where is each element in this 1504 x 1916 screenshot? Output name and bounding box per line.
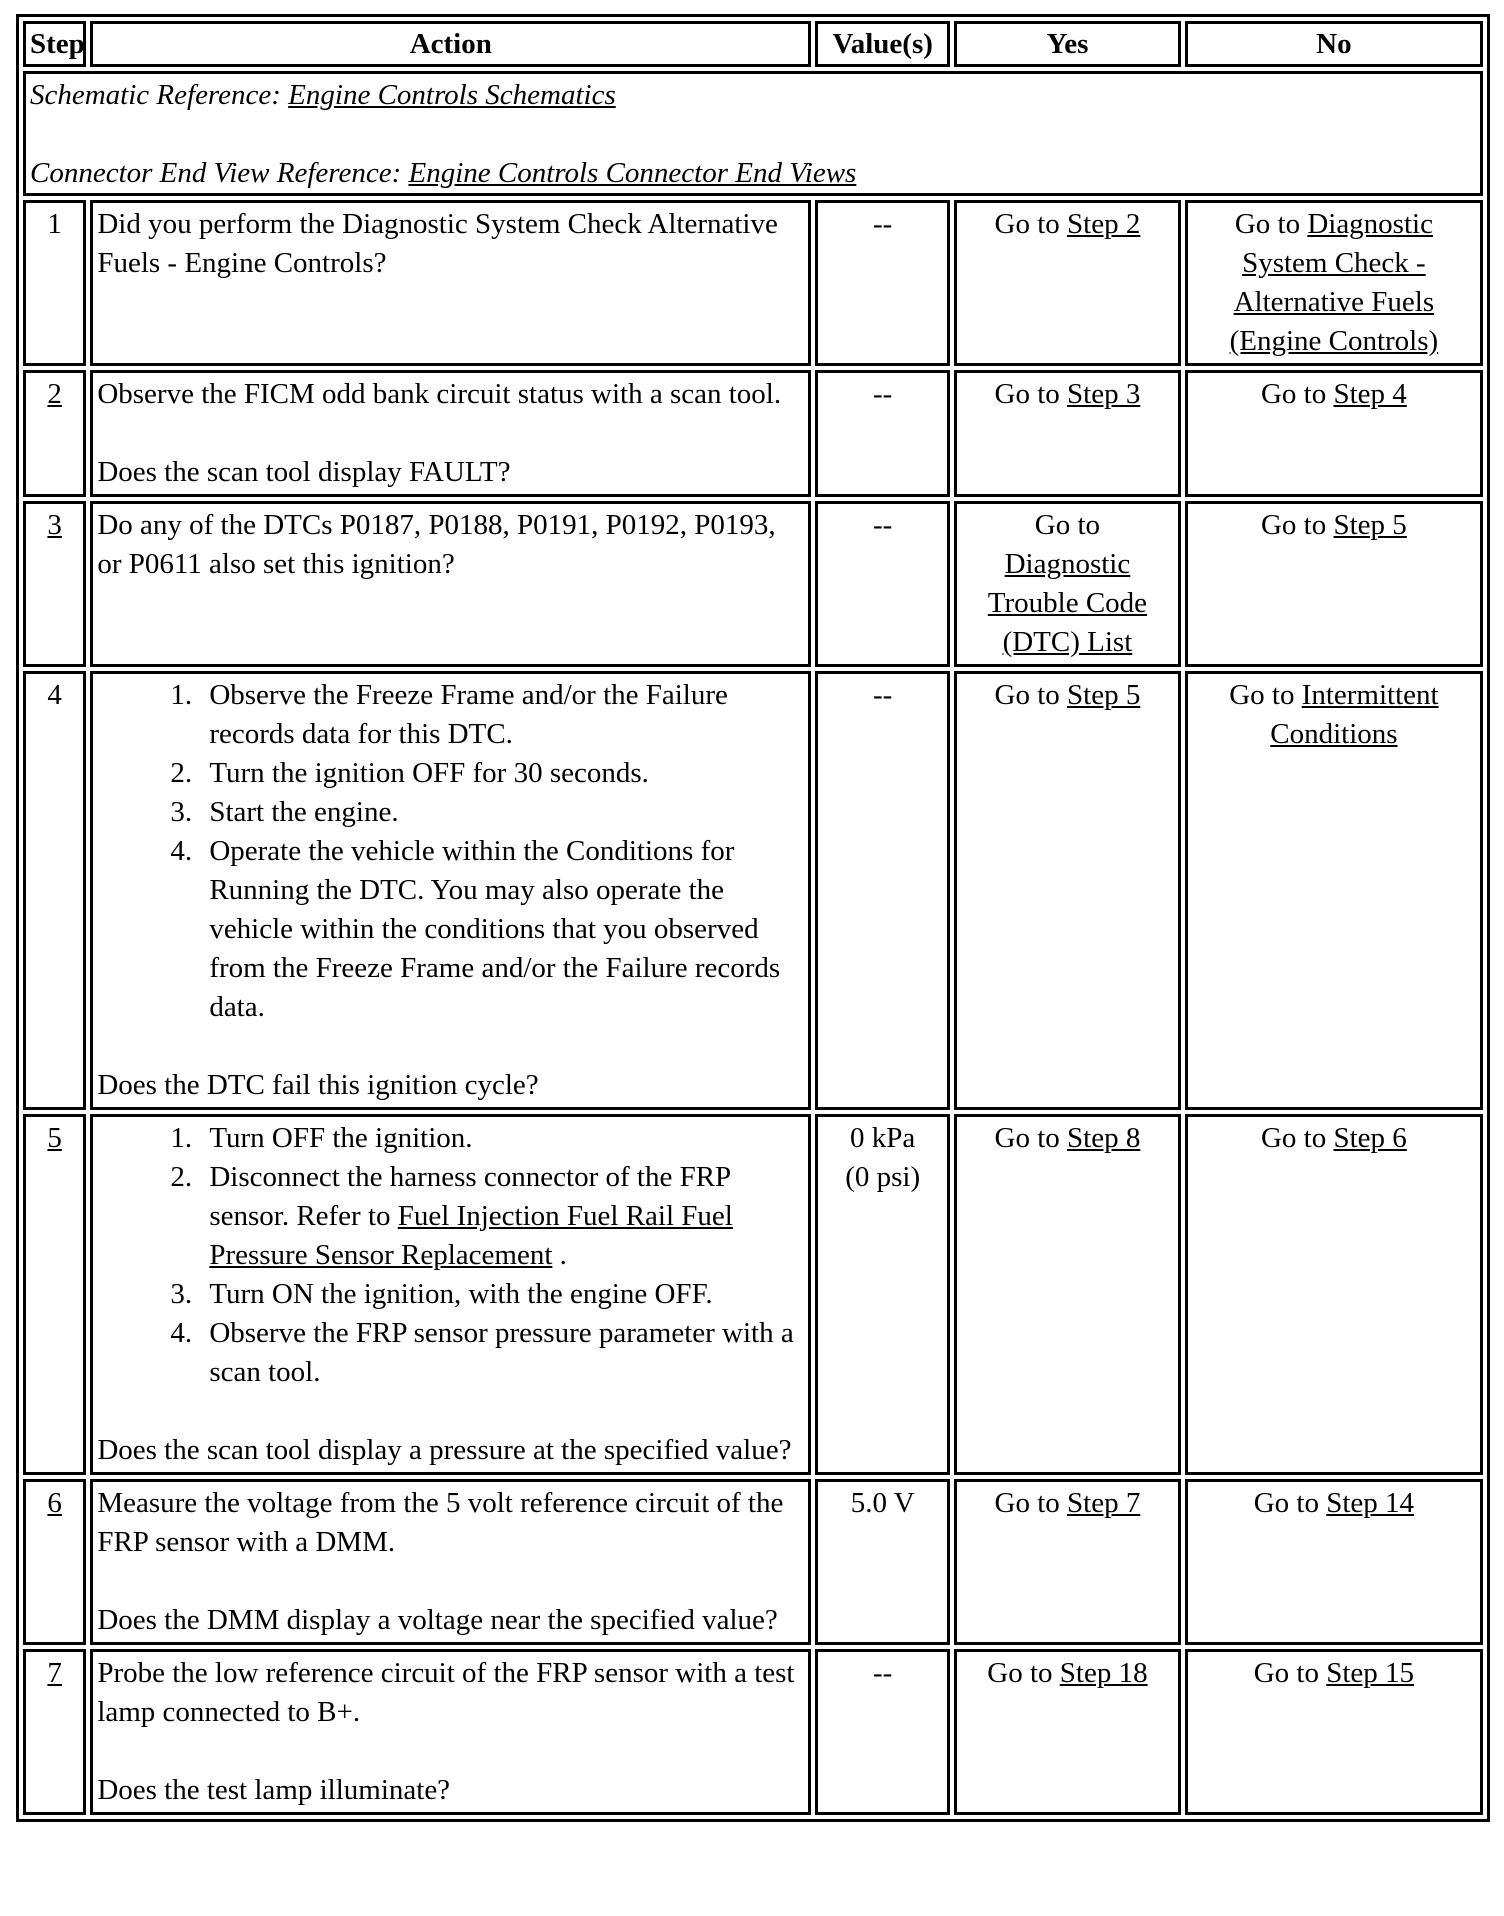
step-value: -- — [815, 1649, 950, 1815]
diagnostic-page — [16, 14, 1490, 1822]
step-no — [1185, 370, 1483, 497]
step-number — [23, 501, 86, 667]
step-no — [1185, 501, 1483, 667]
step-yes — [954, 370, 1181, 497]
step-value: 5.0 V — [815, 1479, 950, 1645]
step-value: -- — [815, 671, 950, 1110]
reference-cell — [23, 71, 1483, 196]
table-row — [23, 370, 1483, 497]
action-question: Does the test lamp illuminate? — [97, 1774, 451, 1806]
action-question: Does the DTC fail this ignition cycle? — [97, 1069, 539, 1101]
no-link[interactable]: Intermittent Conditions — [1270, 679, 1439, 750]
step-number-link[interactable]: 6 — [47, 1487, 62, 1519]
no-prefix: Go to — [1260, 509, 1334, 541]
list-item-suffix: . — [552, 1239, 567, 1271]
step-yes — [954, 671, 1181, 1110]
no-prefix: Go to — [1260, 378, 1334, 410]
step-value: -- — [815, 501, 950, 667]
replacement-procedure-link[interactable]: Fuel Injection Fuel Rail Fuel Pressure Sensor Replacement — [209, 1200, 733, 1271]
list-item: 1. Observe the Freeze Frame and/or the Failure records data for this DTC. — [199, 676, 804, 754]
yes-link[interactable]: Step 2 — [1067, 208, 1141, 240]
step-number — [23, 1479, 86, 1645]
table-row — [23, 1479, 1483, 1645]
step-yes — [954, 1649, 1181, 1815]
no-prefix: Go to — [1260, 1122, 1334, 1154]
step-action — [90, 1649, 811, 1815]
table-row — [23, 1114, 1483, 1475]
step-action — [90, 1479, 811, 1645]
table-row — [23, 501, 1483, 667]
table-row — [23, 200, 1483, 366]
list-item: 2. Turn the ignition OFF for 30 seconds. — [199, 754, 804, 793]
yes-prefix: Go to — [987, 1657, 1060, 1689]
step-no — [1185, 1649, 1483, 1815]
step-no — [1185, 671, 1483, 1110]
action-question: Does the DMM display a voltage near the specified value? — [97, 1604, 778, 1636]
schematic-reference-link[interactable]: Engine Controls Schematics — [288, 79, 616, 111]
yes-link[interactable]: Step 18 — [1059, 1657, 1148, 1689]
step-number-link[interactable]: 3 — [47, 509, 62, 541]
step-number: 1 — [23, 200, 86, 366]
step-value — [815, 1114, 950, 1475]
header-action: Action — [90, 21, 811, 67]
no-link[interactable]: Step 4 — [1333, 378, 1407, 410]
step-number-link[interactable]: 7 — [47, 1657, 62, 1689]
list-item: 3. Start the engine. — [199, 793, 804, 832]
procedure-list — [97, 676, 804, 1027]
connector-reference-label: Connector End View Reference: — [30, 157, 409, 189]
step-action: Did you perform the Diagnostic System Check Alternative Fuels - Engine Controls? — [90, 200, 811, 366]
step-no — [1185, 1114, 1483, 1475]
yes-link[interactable]: Step 5 — [1067, 679, 1141, 711]
header-row — [23, 21, 1483, 67]
step-yes — [954, 1479, 1181, 1645]
reference-row — [23, 71, 1483, 196]
header-no: No — [1185, 21, 1483, 67]
list-item: 4. Observe the FRP sensor pressure parameter with a scan tool. — [199, 1314, 804, 1392]
schematic-reference-label: Schematic Reference: — [30, 79, 289, 111]
no-link[interactable]: Step 14 — [1326, 1487, 1415, 1519]
step-yes — [954, 501, 1181, 667]
step-number — [23, 370, 86, 497]
step-value: -- — [815, 200, 950, 366]
step-no — [1185, 1479, 1483, 1645]
step-action — [90, 671, 811, 1110]
step-number — [23, 1649, 86, 1815]
yes-link[interactable]: Step 7 — [1067, 1487, 1141, 1519]
diagnostic-table — [16, 14, 1490, 1822]
action-text: Observe the FICM odd bank circuit status with a scan tool. — [97, 378, 782, 410]
action-question: Does the scan tool display FAULT? — [97, 456, 511, 488]
no-link[interactable]: Step 6 — [1333, 1122, 1407, 1154]
list-item: 4. Operate the vehicle within the Conditions for Running the DTC. You may also operate the vehicle within the conditions that you observed from the Freeze Frame and/or the Failure records data. — [199, 832, 804, 1027]
yes-prefix: Go to — [994, 1487, 1068, 1519]
step-action: Do any of the DTCs P0187, P0188, P0191, P0192, P0193, or P0611 also set this ignition? — [90, 501, 811, 667]
no-link[interactable]: Step 15 — [1326, 1657, 1415, 1689]
table-row — [23, 671, 1483, 1110]
step-action — [90, 370, 811, 497]
no-link[interactable]: Step 5 — [1333, 509, 1407, 541]
connector-reference-link[interactable]: Engine Controls Connector End Views — [408, 157, 857, 189]
no-prefix: Go to — [1234, 208, 1308, 240]
list-item — [199, 1158, 804, 1275]
header-values: Value(s) — [815, 21, 950, 67]
action-text: Probe the low reference circuit of the FRP sensor with a test lamp connected to B+. — [97, 1657, 795, 1728]
step-value: -- — [815, 370, 950, 497]
step-number-link[interactable]: 5 — [47, 1122, 62, 1154]
step-number-link[interactable]: 2 — [47, 378, 62, 410]
header-yes: Yes — [954, 21, 1181, 67]
list-item: 3. Turn ON the ignition, with the engine OFF. — [199, 1275, 804, 1314]
list-item: 1. Turn OFF the ignition. — [199, 1119, 804, 1158]
yes-prefix: Go to — [994, 679, 1068, 711]
no-prefix: Go to — [1253, 1487, 1327, 1519]
yes-prefix: Go to — [994, 208, 1068, 240]
yes-link[interactable]: Step 8 — [1067, 1122, 1141, 1154]
no-prefix: Go to — [1229, 679, 1302, 711]
value-line-2: (0 psi) — [845, 1161, 921, 1193]
yes-link[interactable]: Step 3 — [1067, 378, 1141, 410]
no-link[interactable]: Diagnostic System Check - Alternative Fuels (Engine Controls) — [1229, 208, 1439, 357]
step-yes — [954, 200, 1181, 366]
no-prefix: Go to — [1253, 1657, 1327, 1689]
step-number — [23, 1114, 86, 1475]
yes-prefix: Go to — [994, 1122, 1068, 1154]
list-item-text: Disconnect the harness connector of the FRP sensor. Refer to — [209, 1161, 731, 1232]
step-no — [1185, 200, 1483, 366]
step-yes — [954, 1114, 1181, 1475]
procedure-list — [97, 1119, 804, 1392]
step-number: 4 — [23, 671, 86, 1110]
action-text: Measure the voltage from the 5 volt reference circuit of the FRP sensor with a DMM. — [97, 1487, 784, 1558]
action-question: Does the scan tool display a pressure at the specified value? — [97, 1434, 792, 1466]
step-action — [90, 1114, 811, 1475]
value-line-1: 0 kPa — [850, 1122, 916, 1154]
yes-prefix: Go to — [1034, 509, 1101, 541]
yes-prefix: Go to — [994, 378, 1068, 410]
yes-link[interactable]: Diagnostic Trouble Code (DTC) List — [987, 548, 1148, 658]
table-row — [23, 1649, 1483, 1815]
header-step: Step — [23, 21, 86, 67]
